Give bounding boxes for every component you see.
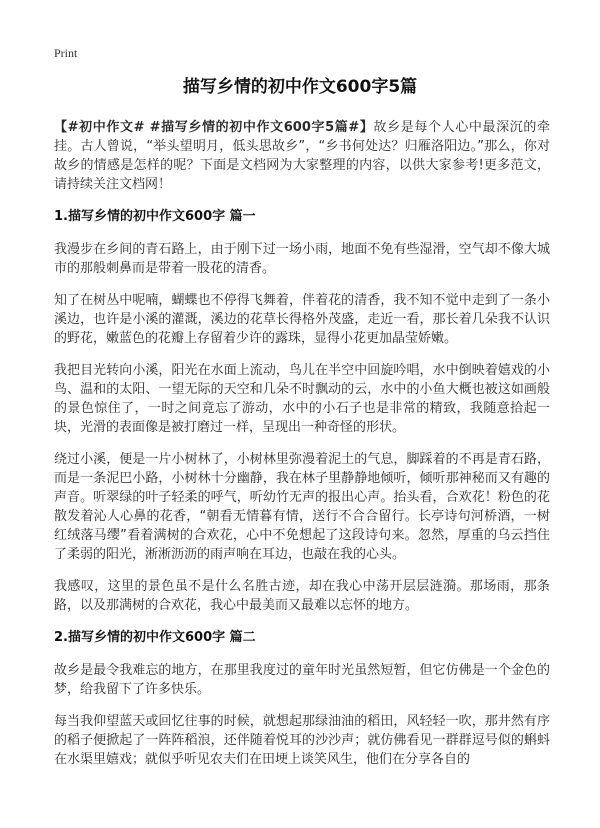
print-link[interactable]: Print <box>54 46 78 60</box>
intro-text: 故乡是每个人心中最深沉的牵挂。古人曾说，“举头望明月，低头思故乡”，“乡书何处达？归雁洛阳边。”那么，你对故乡的情感是怎样的呢？下面是文档网为大家整理的内容，以供大家参考!更多范文，请持续关注文档网！ <box>54 120 550 192</box>
intro-paragraph <box>54 118 550 194</box>
section-1-paragraph: 我把目光转向小溪，阳光在水面上流动，鸟儿在半空中回旋吟唱，水中倒映着嬉戏的小鸟、温和的太阳、一望无际的天空和几朵不时飘动的云，水中的小鱼大概也被这如画般的景色惊住了，一时之间竟忘了游动，水中的小石子也是非常的精致，我随意拾起一块，光滑的表面像是被打磨过一样，呈现出一种奇怪的形状。 <box>54 363 550 435</box>
section-heading-1: 1.描写乡情的初中作文600字 篇一 <box>54 209 256 224</box>
section-2-paragraph: 故乡是最令我难忘的地方，在那里我度过的童年时光虽然短暂，但它仿佛是一个金色的梦，给我留下了许多快乐。 <box>54 663 550 697</box>
section-1-paragraph: 我漫步在乡间的青石路上，由于刚下过一场小雨，地面不免有些湿滑，空气却不像大城市的那般刺鼻而是带着一股花的清香。 <box>54 242 550 276</box>
section-2-paragraph: 每当我仰望蓝天或回忆往事的时候，就想起那绿油油的稻田，风轻轻一吹，那井然有序的稻子便掀起了一阵阵稻浪，还伴随着悦耳的沙沙声；就仿佛看见一群群逗号似的蝌蚪在水渠里嬉戏；就似乎听见农夫们在田埂上谈笑风生，他们在分享各自的 <box>54 714 550 767</box>
page-title: 描写乡情的初中作文600字5篇 <box>182 77 418 97</box>
section-heading-2: 2.描写乡情的初中作文600字 篇二 <box>54 630 256 645</box>
section-1-paragraph: 知了在树丛中呢喃，蝴蝶也不停得飞舞着，伴着花的清香，我不知不觉中走到了一条小溪边，也许是小溪的灌溉，溪边的花草长得格外茂盛，走近一看，那长着几朵我不认识的野花，嫩蓝色的花瓣上存留着少许的露珠，显得小花更加晶莹娇嫩。 <box>54 293 550 346</box>
intro-tag: 【#初中作文# #描写乡情的初中作文600字5篇#】 <box>54 120 374 135</box>
article-body <box>54 118 550 782</box>
section-1-paragraph: 绕过小溪，便是一片小树林了，小树林里弥漫着泥土的气息，脚踩着的不再是青石路，而是一条泥巴小路，小树林十分幽静，我在林子里静静地倾听，倾听那神秘而又有趣的声音。听翠绿的叶子轻柔的呼气，听幼竹无声的报出心声。抬头看，合欢花！粉色的花散发着沁人心鼻的花香，“朝看无情暮有情，送行不合合留行。长亭诗句河桥酒，一树红绒落马缨”看着满树的合欢花，心中不免想起了这段诗句来。忽然，厚重的乌云挡住了柔弱的阳光，淅淅沥沥的雨声响在耳边，也敲在我的心头。 <box>54 452 550 562</box>
section-1-paragraph: 我感叹，这里的景色虽不是什么名胜古迹，却在我心中荡开层层涟漪。那场雨，那条路，以及那满树的合欢花，我心中最美而又最难以忘怀的地方。 <box>54 579 550 613</box>
